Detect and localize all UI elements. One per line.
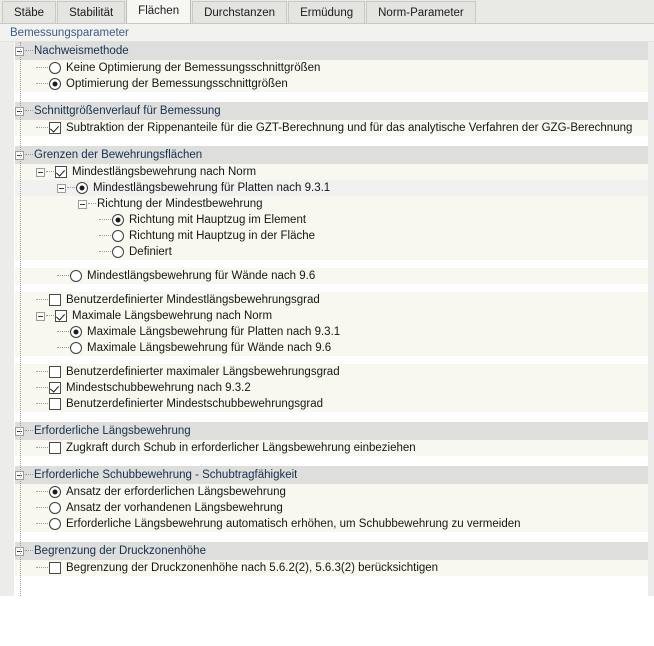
tab-label: Norm-Parameter: [378, 7, 464, 19]
tree-item-zugkraft-schub[interactable]: [0, 440, 654, 456]
tab-staebe[interactable]: [2, 1, 56, 23]
tab-ermuedung[interactable]: [288, 1, 365, 23]
tree-item-label: Mindestlängsbewehrung für Wände nach 9.6: [87, 270, 316, 282]
radio-icon[interactable]: [49, 486, 61, 498]
group-header-nachweismethode[interactable]: [0, 42, 654, 60]
tree-item-maximale-laengs-platten[interactable]: [0, 324, 654, 340]
radio-icon[interactable]: [49, 62, 61, 74]
checkbox-icon[interactable]: [49, 294, 61, 306]
group-spacer: [0, 532, 654, 542]
radio-icon[interactable]: [70, 342, 82, 354]
group-header-erforderliche-laengsbewehrung[interactable]: [0, 422, 654, 440]
radio-icon[interactable]: [112, 246, 124, 258]
group-header-grenzen-bewehrungsflaechen[interactable]: [0, 146, 654, 164]
tree-item-label: Benutzerdefinierter Mindestlängsbewehrungsgrad: [66, 294, 320, 306]
radio-icon[interactable]: [70, 270, 82, 282]
group-header-schnittgroessenverlauf[interactable]: [0, 102, 654, 120]
tree-item-richtung-hauptzug-element[interactable]: [0, 212, 654, 228]
collapse-icon[interactable]: [78, 200, 87, 209]
tree-item-label: Benutzerdefinierter maximaler Längsbewehrungsgrad: [66, 366, 340, 378]
tree-item-label: Richtung mit Hauptzug in der Fläche: [129, 230, 316, 242]
tab-label: Ermüdung: [300, 7, 354, 19]
collapse-icon[interactable]: [57, 184, 66, 193]
tree-item-label: Optimierung der Bemessungsschnittgrößen: [66, 78, 288, 90]
group-spacer: [0, 576, 654, 586]
tree-item-ansatz-erforderliche[interactable]: [0, 484, 654, 500]
tab-label: Durchstanzen: [204, 7, 276, 19]
tree-item-begrenzung-druckzone-check[interactable]: [0, 560, 654, 576]
radio-icon[interactable]: [76, 182, 88, 194]
tree-item-label: Maximale Längsbewehrung für Wände nach 9.6: [87, 342, 332, 354]
checkbox-icon[interactable]: [55, 310, 67, 322]
tree-item-subtraktion-rippenanteile[interactable]: [0, 120, 654, 136]
tab-label: Flächen: [138, 5, 180, 17]
tab-norm-parameter[interactable]: [366, 1, 476, 23]
tree-item-label: Richtung der Mindestbewehrung: [97, 198, 263, 210]
tree-root-line: [20, 42, 22, 596]
tree-spacer: [0, 284, 654, 292]
radio-icon[interactable]: [112, 230, 124, 242]
tree-item-label: Maximale Längsbewehrung nach Norm: [72, 310, 273, 322]
tree-item-label: Benutzerdefinierter Mindestschubbewehrungsgrad: [66, 398, 323, 410]
collapse-icon[interactable]: [36, 312, 45, 321]
tab-strip: [0, 0, 654, 24]
tree-item-label: Ansatz der erforderlichen Längsbewehrung: [66, 486, 286, 498]
tab-label: Stabilität: [69, 7, 114, 19]
checkbox-icon[interactable]: [49, 122, 61, 134]
tab-label: Stäbe: [14, 7, 45, 19]
checkbox-icon[interactable]: [49, 562, 61, 574]
group-header-label: Schnittgrößenverlauf für Bemessung: [34, 105, 221, 117]
tree-item-maximale-laengs-waende[interactable]: [0, 340, 654, 356]
tree-item-richtung-definiert[interactable]: [0, 244, 654, 260]
tree-item-mindestlaengs-platten[interactable]: [0, 180, 654, 196]
radio-icon[interactable]: [49, 518, 61, 530]
checkbox-icon[interactable]: [49, 382, 61, 394]
tree-item-label: Ansatz der vorhandenen Längsbewehrung: [66, 502, 283, 514]
group-header-label: Erforderliche Längsbewehrung: [34, 425, 191, 437]
group-header-begrenzung-druckzonenhoehe[interactable]: [0, 542, 654, 560]
tree-item-benutzerdef-max-laengsgrad[interactable]: [0, 364, 654, 380]
tree-item-label: Mindestlängsbewehrung nach Norm: [72, 166, 257, 178]
radio-icon[interactable]: [112, 214, 124, 226]
tree-spacer: [0, 356, 654, 364]
group-spacer: [0, 456, 654, 466]
tree-item-label: Mindestlängsbewehrung für Platten nach 9.3.1: [93, 182, 331, 194]
group-spacer: [0, 136, 654, 146]
tree-right-edge: [648, 42, 654, 596]
tree-item-label: Zugkraft durch Schub in erforderlicher Längsbewehrung einbeziehen: [66, 442, 416, 454]
tree-item-optimierung[interactable]: [0, 76, 654, 92]
group-spacer: [0, 586, 654, 596]
tree-item-label: Subtraktion der Rippenanteile für die GZT-Berechnung und für das analytische Verfahren der GZG-Berechnung: [66, 122, 633, 134]
tree-item-maximale-laengsbewehrung-norm[interactable]: [0, 308, 654, 324]
tree-item-benutzerdef-mindestschubgrad[interactable]: [0, 396, 654, 412]
checkbox-icon[interactable]: [55, 166, 67, 178]
radio-icon[interactable]: [49, 78, 61, 90]
tab-flaechen[interactable]: [126, 0, 191, 23]
group-header-erforderliche-schubbewehrung[interactable]: [0, 466, 654, 484]
tab-stabilitaet[interactable]: [57, 1, 125, 23]
tree-item-label: Begrenzung der Druckzonenhöhe nach 5.6.2(2), 5.6.3(2) berücksichtigen: [66, 562, 439, 574]
tree-item-laengsbewehrung-erhoehen[interactable]: [0, 516, 654, 532]
group-spacer: [0, 412, 654, 422]
tree-spacer: [0, 260, 654, 268]
group-spacer: [0, 92, 654, 102]
group-header-label: Begrenzung der Druckzonenhöhe: [34, 545, 206, 557]
tree-item-label: Maximale Längsbewehrung für Platten nach 9.3.1: [87, 326, 341, 338]
collapse-icon[interactable]: [36, 168, 45, 177]
tree-item-richtung-mindestbewehrung[interactable]: [0, 196, 654, 212]
tab-durchstanzen[interactable]: [192, 1, 287, 23]
tree-item-richtung-hauptzug-flaeche[interactable]: [0, 228, 654, 244]
checkbox-icon[interactable]: [49, 398, 61, 410]
tree-item-label: Keine Optimierung der Bemessungsschnittgrößen: [66, 62, 321, 74]
radio-icon[interactable]: [49, 502, 61, 514]
tree-item-label: Definiert: [129, 246, 172, 258]
tree-item-label: Erforderliche Längsbewehrung automatisch erhöhen, um Schubbewehrung zu vermeiden: [66, 518, 521, 530]
tree-item-label: Richtung mit Hauptzug im Element: [129, 214, 307, 226]
checkbox-icon[interactable]: [49, 366, 61, 378]
tree-item-mindestlaengsbewehrung-norm[interactable]: [0, 164, 654, 180]
parameter-tree: [0, 42, 654, 596]
tree-item-keine-optimierung[interactable]: [0, 60, 654, 76]
tree-item-mindestlaengs-waende[interactable]: [0, 268, 654, 284]
tree-gutter: [0, 42, 15, 596]
radio-icon[interactable]: [70, 326, 82, 338]
group-header-label: Grenzen der Bewehrungsflächen: [34, 149, 203, 161]
group-header-label: Erforderliche Schubbewehrung - Schubtragfähigkeit: [34, 469, 298, 481]
tree-item-ansatz-vorhandene[interactable]: [0, 500, 654, 516]
checkbox-icon[interactable]: [49, 442, 61, 454]
tree-item-mindestschubbewehrung[interactable]: [0, 380, 654, 396]
tree-item-label: Mindestschubbewehrung nach 9.3.2: [66, 382, 251, 394]
panel-title: Bemessungsparameter: [0, 24, 654, 42]
group-header-label: Nachweismethode: [34, 45, 129, 57]
tree-item-benutzerdef-mindestlaengsgrad[interactable]: [0, 292, 654, 308]
